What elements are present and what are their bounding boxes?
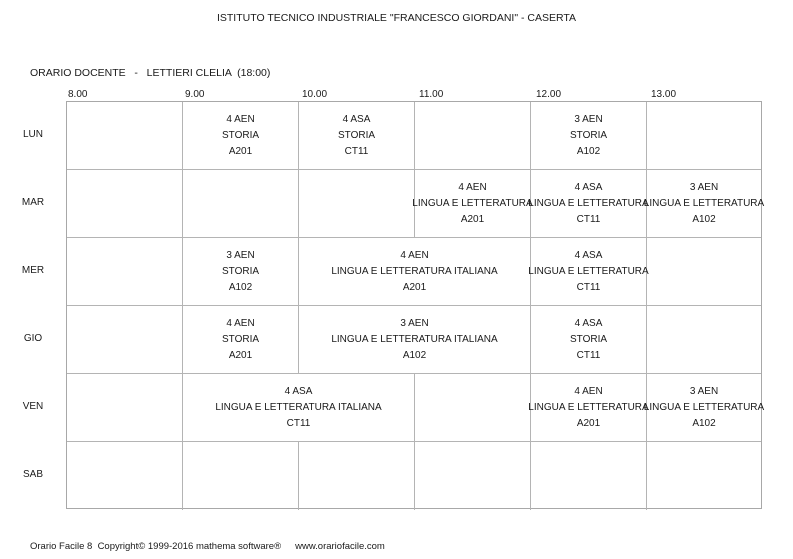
lesson-class: 4 AEN [458,181,487,193]
timetable-grid [66,101,765,509]
lesson-subject: STORIA [221,333,260,345]
lesson-cell [528,374,649,441]
lesson-subject: LINGUA E LETTERATURA [528,265,649,277]
cell-divider [298,442,299,510]
website-link[interactable]: www.orariofacile.com [295,541,385,552]
lesson-subject: LINGUA E LETTERATURA ITALIANA [331,333,498,345]
hour-label: 12.00 [536,89,562,100]
lesson-class: 4 AEN [226,113,255,125]
lesson-subject: LINGUA E LETTERATURA ITALIANA [215,401,382,413]
lesson-class: 4 AEN [400,249,429,261]
lesson-room: CT11 [576,213,601,225]
lesson-room: A201 [402,281,427,293]
lesson-subject: STORIA [569,333,608,345]
schedule-title: ORARIO DOCENTE - LETTIERI CLELIA (18:00) [30,67,271,79]
lesson-cell [531,102,646,169]
lesson-class: 4 ASA [574,317,603,329]
lesson-subject: STORIA [221,129,260,141]
lesson-cell [183,238,298,305]
day-label: LUN [22,129,43,140]
cell-divider [414,102,415,170]
hour-label: 8.00 [68,89,88,100]
lesson-class: 3 AEN [226,249,255,261]
lesson-cell [528,238,649,305]
footer [30,541,385,552]
lesson-class: 4 ASA [284,385,313,397]
cell-divider [646,102,647,170]
lesson-subject: LINGUA E LETTERATURA [412,197,533,209]
hour-label: 13.00 [651,89,677,100]
lesson-subject: LINGUA E LETTERATURA [528,401,649,413]
lesson-class: 3 AEN [689,181,719,193]
lesson-room: A102 [576,145,601,157]
lesson-cell [643,374,765,441]
lesson-room: CT11 [576,281,601,293]
lesson-room: CT11 [344,145,369,157]
hour-header [0,89,793,101]
lesson-room: CT11 [576,349,601,361]
lesson-cell [183,102,298,169]
lesson-room: A102 [692,417,716,429]
lesson-cell [643,170,765,237]
copyright-text: Orario Facile 8 Copyright© 1999-2016 mathema software® [30,541,282,552]
lesson-class: 4 AEN [226,317,255,329]
lesson-room: CT11 [286,417,311,429]
lesson-subject: LINGUA E LETTERATURA [528,197,649,209]
lesson-room: A201 [228,349,253,361]
lesson-subject: STORIA [569,129,608,141]
cell-divider [530,442,531,510]
lesson-subject: STORIA [221,265,260,277]
day-label: GIO [23,333,43,344]
cell-divider [182,170,183,238]
day-label: VEN [22,401,44,412]
lesson-room: A102 [228,281,253,293]
lesson-cell [528,170,649,237]
lesson-class: 4 ASA [342,113,371,125]
lesson-cell [412,170,533,237]
lesson-room: A102 [402,349,427,361]
cell-divider [646,306,647,374]
hour-label: 11.00 [419,89,444,100]
lesson-cell [299,102,414,169]
cell-divider [414,442,415,510]
day-label: MAR [21,197,45,208]
lesson-class: 4 ASA [574,249,603,261]
lesson-class: 4 ASA [574,181,603,193]
lesson-class: 3 AEN [574,113,603,125]
lesson-cell [531,306,646,373]
school-title: ISTITUTO TECNICO INDUSTRIALE "FRANCESCO GIORDANI" - CASERTA [216,12,577,24]
lesson-subject: LINGUA E LETTERATURA [643,401,765,413]
lesson-room: A102 [692,213,716,225]
day-label: SAB [22,469,43,480]
cell-divider [414,374,415,442]
lesson-cell [183,306,298,373]
cell-divider [646,442,647,510]
cell-divider [182,442,183,510]
lesson-cell [183,374,414,441]
lesson-subject: LINGUA E LETTERATURA [643,197,765,209]
hour-label: 9.00 [185,89,205,100]
lesson-subject: STORIA [337,129,376,141]
lesson-room: A201 [460,213,485,225]
lesson-room: A201 [576,417,601,429]
lesson-cell [299,306,530,373]
cell-divider [298,170,299,238]
lesson-class: 3 AEN [689,385,719,397]
lesson-class: 4 AEN [574,385,603,397]
lesson-room: A201 [228,145,253,157]
lesson-class: 3 AEN [400,317,429,329]
lesson-cell [299,238,530,305]
day-column [0,101,66,509]
day-label: MER [21,265,45,276]
lesson-subject: LINGUA E LETTERATURA ITALIANA [331,265,498,277]
hour-label: 10.00 [302,89,328,100]
